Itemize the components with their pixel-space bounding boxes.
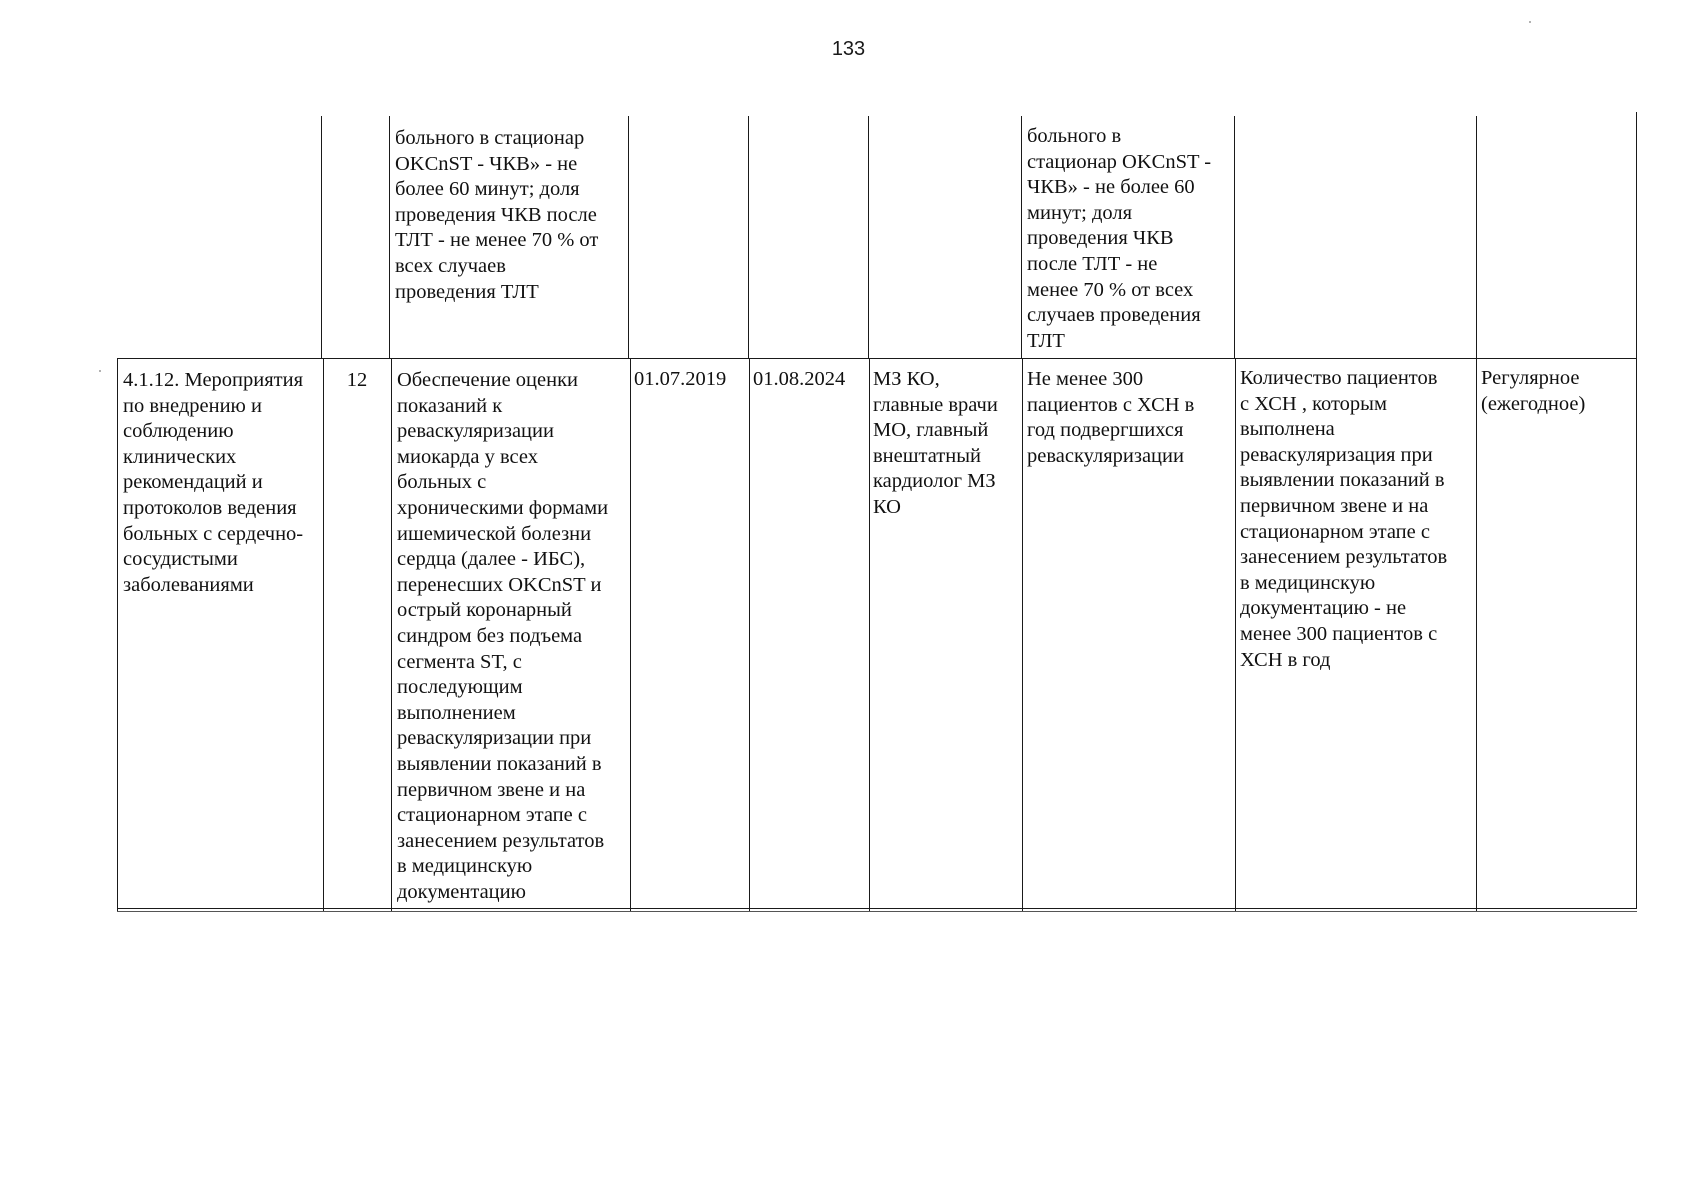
table-vrule: [748, 116, 749, 359]
row-periodicity-cell: Регулярное (ежегодное): [1481, 367, 1586, 415]
row-name-cell: 4.1.12. Мероприятия по внедрению и соблюдению клинических рекомендаций и протоколов ведения больных с сердечно- сосудистыми заболеваниями: [123, 369, 304, 596]
row-responsible-cell: МЗ КО, главные врачи МО, главный внештатный кардиолог МЗ КО: [873, 368, 998, 518]
scan-speck: [99, 370, 101, 372]
table-vrule: [628, 116, 629, 359]
table-hrule: [117, 358, 1637, 359]
row-number-cell: 12: [346, 369, 368, 391]
continued-row-target-cell: больного в стационар OKCnST - ЧКВ» - не более 60 минут; доля проведения ЧКВ после ТЛТ - не менее 70 % от всех случаев проведения ТЛТ: [1027, 125, 1212, 352]
table-vrule: [868, 116, 869, 359]
table-vrule: [1234, 116, 1235, 359]
table-hrule: [117, 911, 1637, 912]
table-hrule: [117, 908, 1637, 909]
table-vrule: [1636, 112, 1637, 908]
scan-speck: [1529, 21, 1531, 23]
row-indicator-cell: Количество пациентов с ХСН , которым выполнена реваскуляризация при выявлении показаний в первичном звене и на стационарном этапе с занесением результатов в медицинскую документацию - не менее 300 пациентов с ХСН в год: [1240, 367, 1448, 671]
page-number: 133: [831, 38, 866, 60]
row-end-date-cell: 01.08.2024: [753, 368, 846, 390]
table-vrule: [1476, 116, 1477, 359]
table-vrule: [321, 116, 322, 359]
continued-row-description-cell: больного в стационар OKCnST - ЧКВ» - не более 60 минут; доля проведения ЧКВ после ТЛТ - не менее 70 % от всех случаев проведения ТЛТ: [395, 127, 599, 303]
row-description-cell: Обеспечение оценки показаний к реваскуляризации миокарда у всех больных с хроническими формами ишемической болезни сердца (далее - ИБС), перенесших OKCnST и острый коронарный синдром без подъема сегмента ST, с последующим выполнением реваскуляризации при выявлении показаний в первичном звене и на стационарном этапе с занесением результатов в медицинскую документацию: [397, 369, 609, 903]
row-start-date-cell: 01.07.2019: [634, 368, 727, 390]
row-target-cell: Не менее 300 пациентов с ХСН в год подвергшихся реваскуляризации: [1027, 368, 1195, 467]
